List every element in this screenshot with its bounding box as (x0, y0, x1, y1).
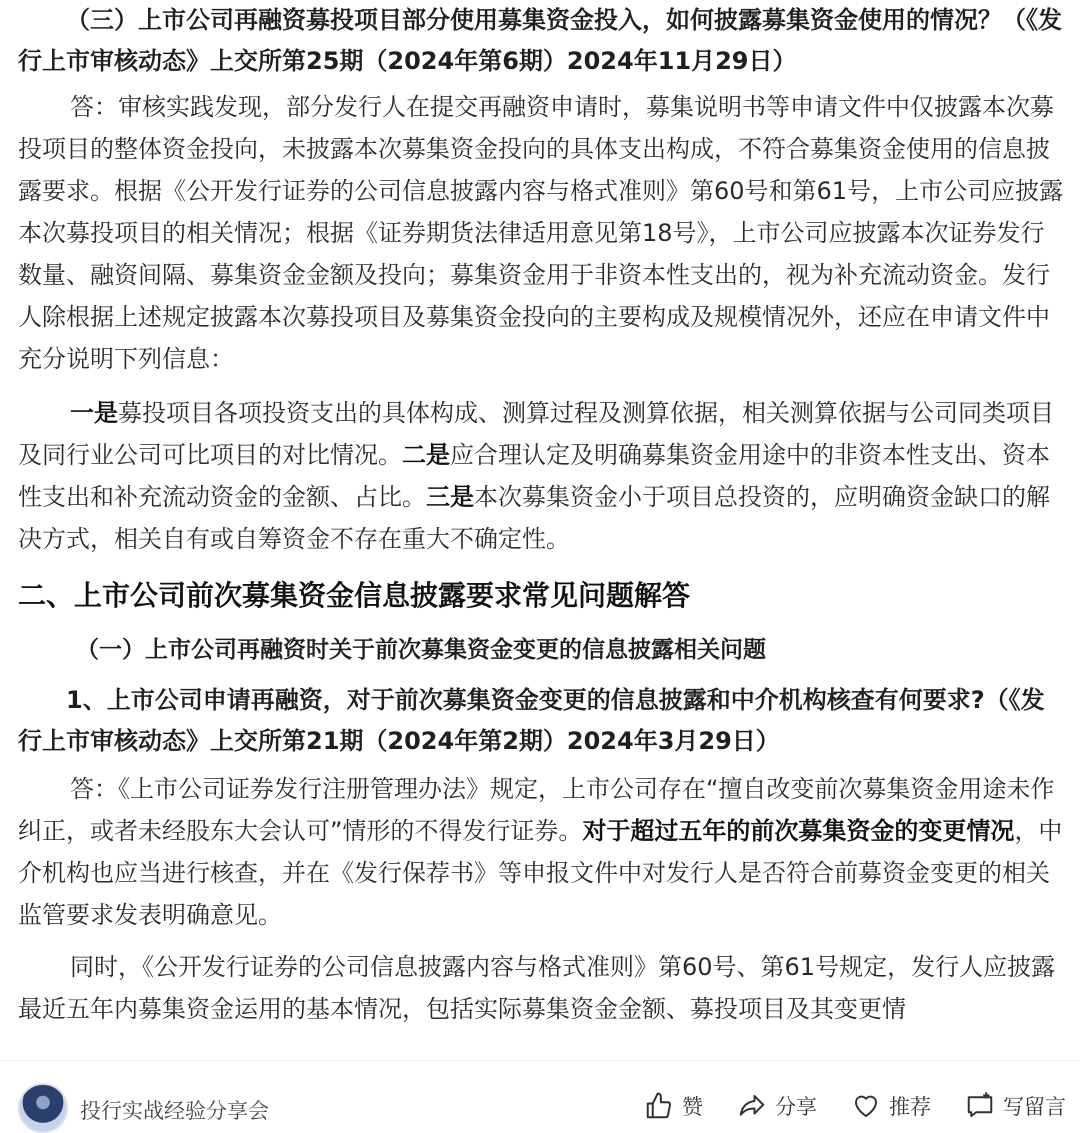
share-icon (737, 1091, 767, 1121)
share-button[interactable] (737, 1091, 817, 1121)
question-1-answer (18, 768, 1066, 936)
answer-text-a: 答：《上市公司证券发行注册管理办法》规定，上市公司存在“擅自改变前次募集资金用途未作纠正，或者未经股东大会认可”情形的不得发行证券。 (18, 775, 1055, 845)
subsection-1-heading: （一）上市公司再融资时关于前次募集资金变更的信息披露相关问题 (76, 637, 766, 663)
point-1-text: 募投项目各项投资支出的具体构成、测算过程及测算依据，相关测算依据与公司同类项目及同行业公司可比项目的对比情况。 (18, 399, 1054, 469)
question-1-title: 1、上市公司申请再融资，对于前次募集资金变更的信息披露和中介机构核查有何要求?（《发行上市审核动态》上交所第21期（2024年第2期）2024年3月29日） (18, 686, 1045, 755)
heart-icon (851, 1091, 881, 1121)
comment-button[interactable] (965, 1091, 1066, 1121)
question-1-answer-continued: 同时，《公开发行证券的公司信息披露内容与格式准则》第60号、第61号规定，发行人应披露最近五年内募集资金运用的基本情况，包括实际募集资金金额、募投项目及其变更情 (18, 953, 1056, 1023)
like-button[interactable] (644, 1091, 703, 1121)
question-3-title: （三）上市公司再融资募投项目部分使用募集资金投入，如何披露募集资金使用的情况？（《发行上市审核动态》上交所第25期（2024年第6期）2024年11月29日） (18, 6, 1062, 75)
action-group (610, 1091, 1066, 1121)
answer-text-b: ，中介机构也应当进行核查，并在《发行保荐书》等申报文件中对发行人是否符合前募资金变更的相关监管要求发表明确意见。 (18, 817, 1063, 929)
recommend-label: 推荐 (889, 1095, 931, 1119)
point-3-text: 本次募集资金小于项目总投资的，应明确资金缺口的解决方式，相关自有或自筹资金不存在重大不确定性。 (18, 483, 1050, 553)
point-2-label: 二是 (402, 441, 450, 469)
article-body (18, 0, 1066, 1030)
question-3-points (18, 392, 1066, 560)
point-1-label: 一是 (70, 399, 118, 427)
recommend-button[interactable] (851, 1091, 931, 1121)
account-name[interactable]: 投行实战经验分享会 (80, 1099, 269, 1123)
point-2-text: 应合理认定及明确募集资金用途中的非资本性支出、资本性支出和补充流动资金的金额、占比。 (18, 441, 1050, 511)
comment-label: 写留言 (1003, 1095, 1066, 1119)
bottom-action-bar (0, 1060, 1080, 1127)
thumbs-up-icon (644, 1091, 674, 1121)
like-label: 赞 (682, 1095, 703, 1119)
question-3-answer: 答：审核实践发现，部分发行人在提交再融资申请时，募集说明书等申请文件中仅披露本次募投项目的整体资金投向，未披露本次募集资金投向的具体支出构成，不符合募集资金使用的信息披露要求。根据《公开发行证券的公司信息披露内容与格式准则》第60号和第61号，上市公司应披露本次募投项目的相关情况；根据《证券期货法律适用意见第18号》，上市公司应披露本次证券发行数量、融资间隔、募集资金金额及投向；募集资金用于非资本性支出的，视为补充流动资金。发行人除根据上述规定披露本次募投项目及募集资金投向的主要构成及规模情况外，还应在申请文件中充分说明下列信息： (18, 93, 1064, 373)
comment-icon (965, 1091, 995, 1121)
section-2-heading: 二、上市公司前次募集资金信息披露要求常见问题解答 (18, 579, 691, 612)
point-3-label: 三是 (426, 483, 474, 511)
share-label: 分享 (775, 1095, 817, 1119)
answer-bold-text: 对于超过五年的前次募集资金的变更情况 (582, 817, 1015, 845)
